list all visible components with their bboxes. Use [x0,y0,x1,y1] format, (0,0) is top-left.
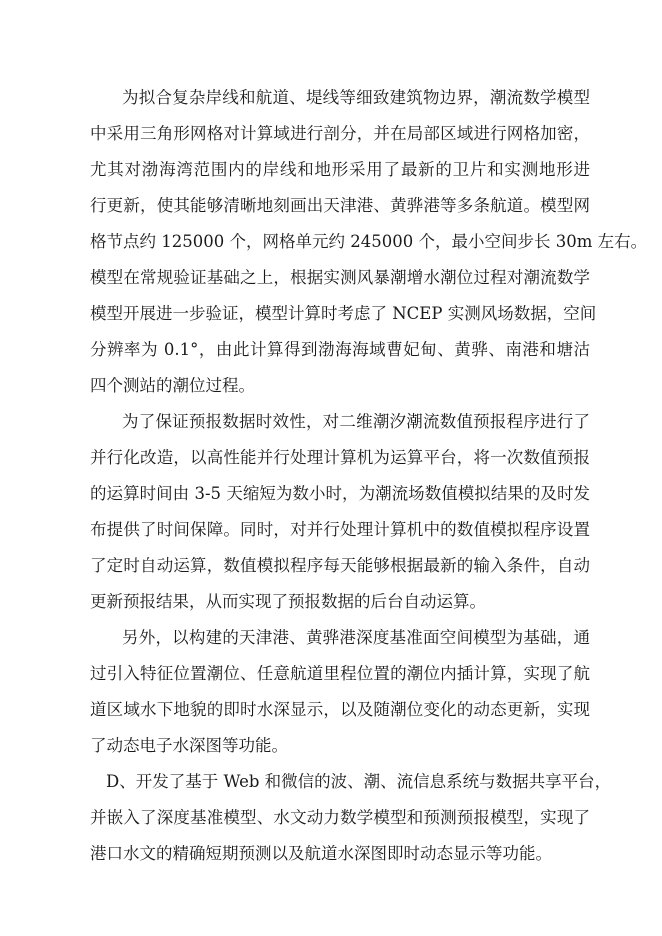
paragraph-line: 了定时自动运算，数值模拟程序每天能够根据最新的输入条件，自动 [90,556,590,575]
paragraph-line: 格节点约 125000 个，网格单元约 245000 个，最小空间步长 30m 左右。 [90,232,648,251]
paragraph-line: 更新预报结果，从而实现了预报数据的后台自动运算。 [90,592,486,611]
paragraph-line: 了动态电子水深图等功能。 [90,736,288,755]
paragraph-line: 尤其对渤海湾范围内的岸线和地形采用了最新的卫片和实测地形进 [90,160,590,179]
paragraph-line: 中采用三角形网格对计算域进行剖分，并在局部区域进行网格加密， [90,124,590,143]
paragraph-line: 行更新，使其能够清晰地刻画出天津港、黄骅港等多条航道。模型网 [90,196,590,215]
paragraph-line: 道区域水下地貌的即时水深显示，以及随潮位变化的动态更新，实现 [90,700,590,719]
paragraph-line: 另外，以构建的天津港、黄骅港深度基准面空间模型为基础，通 [122,628,590,647]
paragraph-line: 模型在常规验证基础之上，根据实测风暴潮增水潮位过程对潮流数学 [90,268,590,287]
paragraph-line: 的运算时间由 3-5 天缩短为数小时，为潮流场数值模拟结果的及时发 [90,484,590,503]
paragraph-line: 并嵌入了深度基准模型、水文动力数学模型和预测预报模型，实现了 [90,808,590,827]
paragraph-line: 为了保证预报数据时效性，对二维潮汐潮流数值预报程序进行了 [122,412,590,431]
paragraph-line: 布提供了时间保障。同时，对并行处理计算机中的数值模拟程序设置 [90,520,590,539]
paragraph-line: 港口水文的精确短期预测以及航道水深图即时动态显示等功能。 [90,844,552,863]
paragraph-line: D、开发了基于 Web 和微信的波、潮、流信息系统与数据共享平台， [106,772,612,791]
paragraph-line: 过引入特征位置潮位、任意航道里程位置的潮位内插计算，实现了航 [90,664,590,683]
paragraph-line: 四个测站的潮位过程。 [90,376,255,395]
paragraph-line: 为拟合复杂岸线和航道、堤线等细致建筑物边界，潮流数学模型 [122,88,590,107]
paragraph-line: 模型开展进一步验证，模型计算时考虑了 NCEP 实测风场数据，空间 [90,304,597,323]
paragraph-line: 并行化改造，以高性能并行处理计算机为运算平台，将一次数值预报 [90,448,590,467]
paragraph-line: 分辨率为 0.1°，由此计算得到渤海海域曹妃甸、黄骅、南港和塘沽 [90,340,590,359]
